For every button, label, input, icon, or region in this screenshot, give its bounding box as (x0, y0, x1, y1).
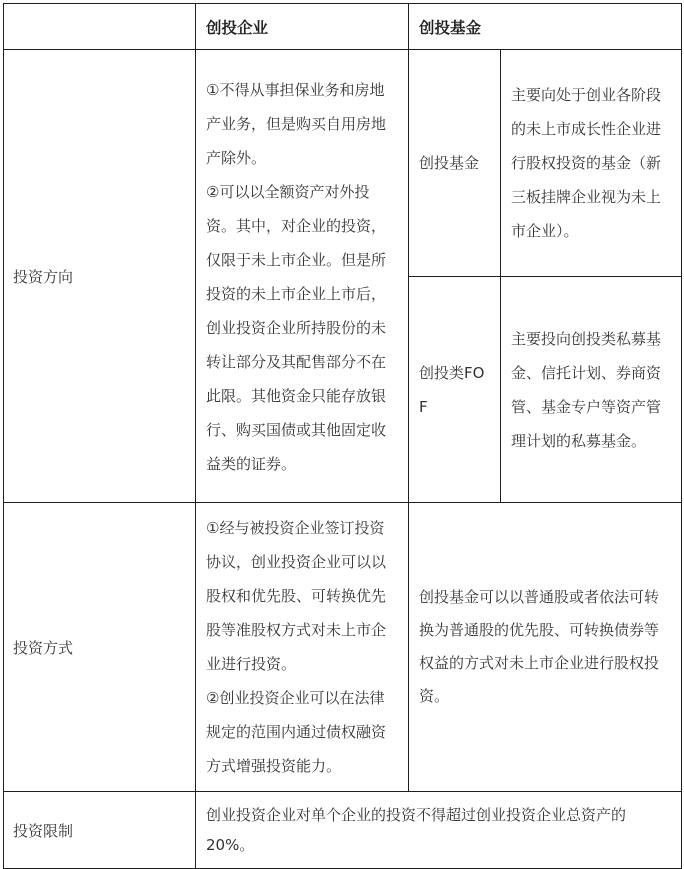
method-enterprise-paragraph-1: ①经与被投资企业签订投资协议，创业投资企业可以以股权和优先股、可转换优先股等准股权方式对未上市企业进行投资。 (206, 519, 387, 673)
table-row-direction (4, 50, 682, 277)
row-label-limit: 投资限制 (4, 792, 196, 869)
limit-text-cell: 创业投资企业对单个企业的投资不得超过创业投资企业总资产的20%。 (196, 792, 682, 869)
row-label-method: 投资方式 (4, 503, 196, 792)
direction-enterprise-paragraph-1: ①不得从事担保业务和房地产业务，但是购买自用房地产除外。 (206, 80, 387, 167)
fund-desc-fof: 主要投向创投类私募基金、信托计划、券商资管、基金专户等资产管理计划的私募基金。 (501, 277, 682, 503)
table-row-limit (4, 792, 682, 869)
header-row (4, 4, 682, 50)
method-enterprise-cell (196, 503, 409, 792)
method-fund-cell: 创投基金可以以普通股或者依法可转换为普通股的优先股、可转换债券等权益的方式对未上市企业进行股权投资。 (409, 503, 682, 792)
header-fund: 创投基金 (409, 4, 682, 50)
header-blank-cell (4, 4, 196, 50)
header-enterprise: 创投企业 (196, 4, 409, 50)
fund-desc-venture-fund: 主要向处于创业各阶段的未上市成长性企业进行股权投资的基金（新三板挂牌企业视为未上市企业）。 (501, 50, 682, 277)
method-enterprise-paragraph-2: ②创业投资企业可以在法律规定的范围内通过债权融资方式增强投资能力。 (206, 689, 387, 775)
fund-type-fof: 创投类FOF (409, 277, 501, 503)
comparison-table (3, 3, 682, 869)
direction-enterprise-cell (196, 50, 409, 503)
row-label-direction: 投资方向 (4, 50, 196, 503)
fund-type-venture-fund: 创投基金 (409, 50, 501, 277)
table-row-method (4, 503, 682, 792)
direction-enterprise-paragraph-2: ②可以以全额资产对外投资。其中，对企业的投资，仅限于未上市企业。但是所投资的未上市企业上市后，创业投资企业所持股份的未转让部分及其配售部分不在此限。其他资金只能存放银行、购买国债或其他固定收益类的证券。 (206, 182, 387, 473)
